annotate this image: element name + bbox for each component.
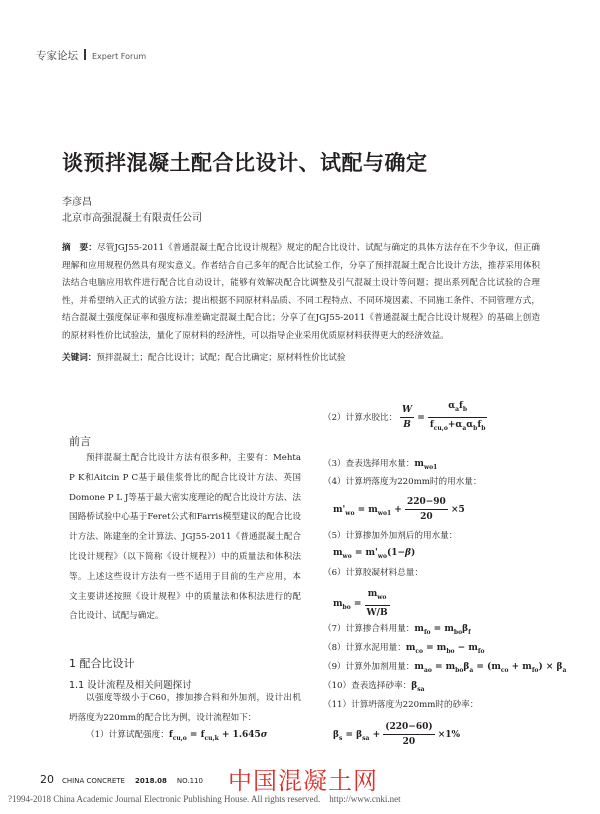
formula-6-row: [333, 588, 390, 619]
divider: [84, 49, 86, 60]
step5-label: （5）计算掺加外加剂后的用水量：: [323, 531, 458, 541]
step10: [323, 680, 425, 696]
step9-label: （9）计算外加剂用量：: [323, 662, 415, 672]
section11-paragraph: 以强度等级小于C60，掺加掺合料和外加剂，设计出机坍落度为220mm的配合比为例，设计流程如下：: [69, 693, 301, 723]
copyright-line: ?1994-2018 China Academic Journal Electronic Publishing House. All rights reserved. http://www.cnki.net: [8, 794, 401, 804]
step4: [323, 476, 481, 488]
abstract-text: 尽管JGJ55-2011《普通混凝土配合比设计规程》规定的配合比设计、试配与确定的具体方法存在不少争议，但正确理解和应用规程仍然具有现实意义。作者结合自己多年的配合比试验工作，分享了预拌混凝土配合比设计方法，推荐采用体积法结合电脑应用软件进行配合比自动设计，能够有效解决配合比调整及引气混凝土设计等问题；提出系列配合比试验的合理性，并希望纳入正式的试验方法；提出根据不同原材料品质、不同工程特点、不同环境因素、不同施工条件、不同管理方式，结合混凝土强度保证率和强度标准差确定混凝土配合比；分享了在JGJ55-2011《普通混凝土配合比设计规程》的基础上创造的原材料性价比试验法，量化了原材料的经济性，可以指导企业采用优质原材料获得更大的经济效益。: [62, 243, 540, 341]
formula-10: $\beta_{sa}$: [411, 681, 425, 693]
step4-label: （4）计算坍落度为220mm时的用水量：: [323, 477, 482, 487]
formula-4-row: [333, 496, 465, 523]
section-header: [36, 48, 146, 63]
affiliation: 北京市高强混凝土有限责任公司: [62, 213, 202, 224]
step9: [323, 661, 566, 677]
step11-label: （11）计算坍落度为220mm时的砂率：: [323, 700, 479, 710]
formula-9: $m_{ao} = m_{bo}\beta_a = (m_{co} + m_{fo}) \times \beta_a$: [414, 662, 567, 674]
step8-label: （8）计算水泥用量：: [323, 643, 406, 653]
formula-6: $m_{bo}$ = $\frac{m_{wo}}{W/B}$: [333, 589, 388, 618]
step8: [323, 642, 484, 658]
step7-label: （7）计算掺合料用量：: [323, 624, 415, 634]
abstract: [62, 240, 540, 346]
section1-heading: 1 配合比设计: [69, 657, 135, 670]
intro-heading: 前言: [69, 435, 91, 448]
site-watermark: 中国混凝土网: [228, 767, 378, 795]
section-label-zh: 专家论坛: [36, 50, 78, 62]
keywords: [62, 351, 346, 363]
step3-label: （3）查表选择用水量：: [323, 459, 415, 469]
step6: [323, 567, 423, 579]
step6-label: （6）计算胶凝材料总量：: [323, 568, 423, 578]
author: 李彦昌: [62, 197, 92, 208]
formula-2: $\frac{W}{B}$ = $\frac{\alpha_af_b}{f_{cu,o}+\alpha_a\alpha_bf_b}$: [401, 401, 486, 432]
keywords-label: 关键词：: [62, 353, 97, 363]
issue-date: 2018.08: [134, 777, 167, 785]
section11-heading: 1.1 设计流程及相关问题探讨: [69, 680, 192, 691]
step3: [323, 458, 437, 474]
page-number: 20: [40, 773, 54, 786]
article-title: 谈预拌混凝土配合比设计、试配与确定: [62, 151, 428, 175]
keywords-text: 预拌混凝土；配合比设计；试配；配合比确定；原材料性价比试验: [96, 353, 346, 363]
section-label-en: Expert Forum: [92, 52, 147, 61]
formula-5-row: [333, 547, 415, 563]
formula-8: $m_{co} = m_{bo} - m_{fo}$: [405, 643, 485, 655]
intro-paragraph: 预拌混凝土配合比设计方法有很多种，主要有：Mehta P K和Aitcin P C基于最佳浆骨比的配合比设计方法、英国Domone P L J等基于最大密实度理论的配合比设计方法、法国路桥试验中心基于Feret公式和Farris模型建议的配合比设计方法、陈建奎的全计算法、JGJ55-2011《普通混凝土配合比设计规程》（以下简称《设计规程》）中的质量法和体积法等。上述这些设计方法有一些不适用于目前的生产应用，本文主要讲述按照《设计规程》中的质量法和体积法进行的配合比设计、试配与确定。: [69, 453, 301, 622]
journal-name: CHINA CONCRETE: [62, 777, 125, 785]
formula-5: $m_{wo} = m'_{wo}(1-\beta)$: [333, 548, 416, 560]
formula-4: $m'_{wo} = m_{wo1}$ + $\frac{220-90}{20}$ ×5: [333, 497, 465, 522]
issue-number: NO.110: [176, 777, 203, 785]
step10-label: （10）查表选择砂率：: [323, 681, 412, 691]
formula-11: $\beta_s = \beta_{sa}$ + $\frac{(220-60)}{20}$ ×1%: [333, 722, 461, 747]
step7: [323, 623, 471, 639]
abstract-label: 摘 要：: [62, 243, 97, 253]
step11: [323, 699, 478, 711]
step1-label: （1）计算试配强度：: [86, 730, 169, 740]
page-footer: [40, 773, 213, 786]
step1: [86, 729, 267, 745]
step2-label: （2）计算水胶比：: [323, 412, 398, 423]
step5: [323, 530, 457, 542]
formula-7: $m_{fo} = m_{bo}\beta_f$: [414, 624, 471, 636]
formula-3: $m_{wo1}$: [414, 459, 438, 471]
formula-11-row: [333, 721, 460, 748]
formula-1: $f_{cu,o} = f_{cu,k} + 1.645\sigma$: [168, 730, 268, 742]
step2: [323, 400, 487, 435]
